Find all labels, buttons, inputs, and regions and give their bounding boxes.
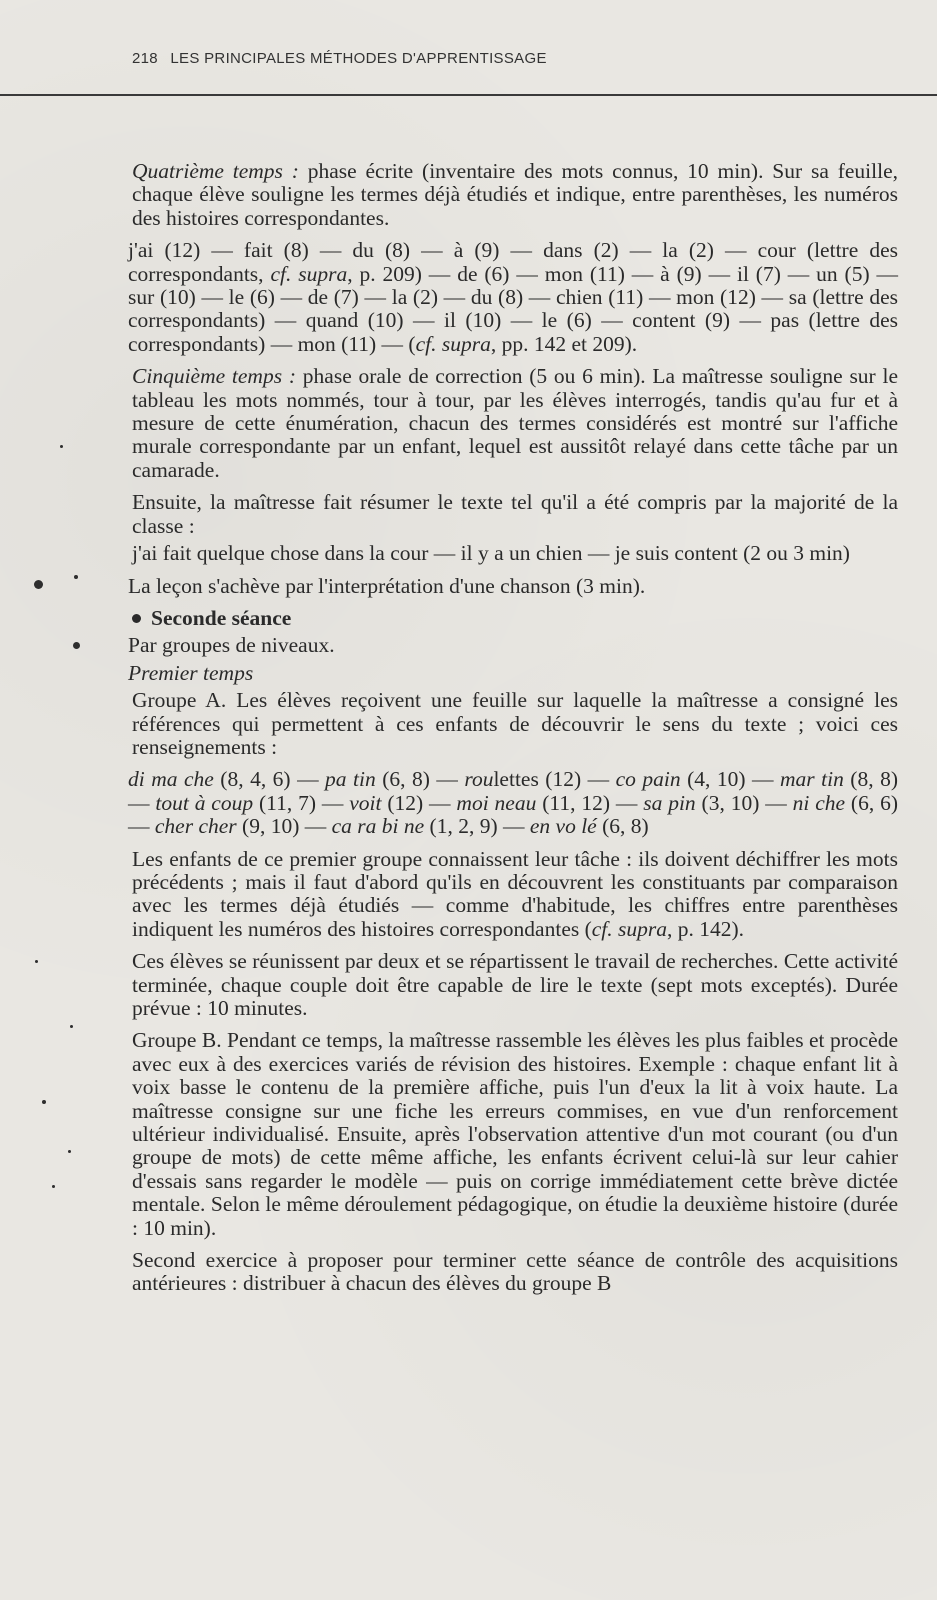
paragraph-groupe-a: Groupe A. Les élèves reçoivent une feuille sur laquelle la maîtresse a consigné les références qui permettent à ces enfants de découvrir le sens du texte ; voici ces renseignements : bbox=[132, 688, 898, 759]
cross-reference: cf. supra bbox=[591, 916, 668, 941]
inventory-text: j'ai (12) — fait (8) — du (8) — à (9) — dans (2) — la (2) — cour (lettre des correspondants, bbox=[128, 238, 898, 286]
story-refs: (6, 8) bbox=[596, 814, 649, 839]
story-refs: (8, 8) — bbox=[128, 767, 898, 815]
syllable-word: tout à coup bbox=[155, 790, 254, 815]
story-refs: (11, 7) — bbox=[253, 790, 350, 815]
syllable-word: mar tin bbox=[780, 767, 844, 792]
syllable-word: sa pin bbox=[643, 790, 696, 815]
story-refs: (11, 12) — bbox=[536, 790, 644, 815]
step-label: Cinquième temps : bbox=[132, 364, 297, 389]
step-label: Quatrième temps : bbox=[132, 159, 299, 183]
section-heading bbox=[128, 607, 898, 630]
story-refs: (12) — bbox=[381, 790, 457, 815]
syllable-word: voit bbox=[349, 790, 382, 815]
subheading-premier-temps: Premier temps bbox=[128, 660, 254, 685]
story-refs: (4, 10) — bbox=[680, 767, 780, 792]
paragraph-text: phase orale de correction (5 ou 6 min). La maîtresse souligne sur le tableau les mots nommés, tour à tour, par les élèves interrogés, tandis qu'au fur et à mesure de cette énumération, chacun des termes considérés est montré sur l'affiche murale correspondante par un enfant, lequel est aussitôt relayé dans cette tâche par un camarade. bbox=[132, 364, 898, 482]
paragraph-cinquieme-temps bbox=[132, 365, 898, 482]
syllable-word: ni che bbox=[792, 790, 846, 815]
paragraph-text: Les enfants de ce premier groupe connaissent leur tâche : ils doivent déchiffrer les mots précédents ; mais il faut d'abord qu'ils en découvrent les constituants par comparaison avec les termes déjà étudiés — comme d'habitude, les chiffres entre parenthèses indiquent les numéros des histoires correspondantes ( bbox=[132, 846, 898, 941]
page-number: 218 bbox=[132, 50, 158, 67]
paragraph-chanson: La leçon s'achève par l'interprétation d'une chanson (3 min). bbox=[128, 573, 646, 598]
running-title: LES PRINCIPALES MÉTHODES D'APPRENTISSAGE bbox=[170, 50, 547, 67]
paragraph-second-exercice: Second exercice à proposer pour terminer cette séance de contrôle des acquisitions antérieures : distribuer à chacun des élèves du groupe B bbox=[132, 1248, 898, 1296]
paragraph-text: phase écrite (inventaire des mots connus, 10 min). Sur sa feuille, chaque élève souligne les termes déjà étudiés et indique, entre parenthèses, les numéros des histoires correspondantes. bbox=[132, 159, 898, 230]
story-refs: (6, 8) — bbox=[375, 767, 465, 792]
syllable-word: pa tin bbox=[325, 767, 376, 792]
paragraph-groupes: Par groupes de niveaux. bbox=[128, 633, 335, 658]
running-header bbox=[132, 50, 547, 67]
story-refs: (8, 4, 6) — bbox=[213, 767, 326, 792]
syllable-list bbox=[128, 768, 898, 838]
paragraph-text: , p. 142). bbox=[667, 916, 745, 941]
inventory-text: , pp. 142 et 209). bbox=[490, 331, 638, 356]
cross-reference: cf. supra bbox=[270, 261, 348, 286]
syllable-word: ca ra bi ne bbox=[331, 814, 425, 839]
syllable-word: cher cher bbox=[154, 814, 237, 839]
syllable-word: rou bbox=[464, 767, 494, 792]
bullet-icon bbox=[132, 614, 141, 623]
syllable-word: moi neau bbox=[456, 790, 537, 815]
word-inventory bbox=[128, 239, 898, 356]
paragraph-enfants-groupe bbox=[132, 848, 898, 942]
syllable-word: di ma che bbox=[128, 767, 214, 792]
paragraph-resume: Ensuite, la maîtresse fait résumer le texte tel qu'il a été compris par la majorité de la classe : bbox=[132, 490, 898, 538]
paragraph-eleves-deux: Ces élèves se réunissent par deux et se répartissent le travail de recherches. Cette activité terminée, chaque couple doit être capable de lire le texte (sept mots exceptés). Durée prévue : 10 minutes. bbox=[132, 949, 898, 1020]
paragraph-groupe-b: Groupe B. Pendant ce temps, la maîtresse rassemble les élèves les plus faibles et procède avec eux à des exercices variés de révision des histoires. Exemple : chaque enfant lit à voix basse le contenu de la première affiche, puis l'un d'eux la lit à voix haute. La maîtresse consigne sur une fiche les erreurs commises, en vue d'un renforcement ultérieur individualisé. Ensuite, après l'observation attentive d'un mot courant (ou d'un groupe de mots) de cette même affiche, les enfants écrivent celui-là sur leur cahier d'essais sans regarder le modèle — puis on corrige immédiatement cette brève dictée mentale. Selon le même déroulement pédagogique, on étudie la deuxième histoire (durée : 10 min). bbox=[132, 1028, 898, 1240]
syllable-word: co pain bbox=[615, 767, 681, 792]
paragraph-quatrieme-temps bbox=[132, 160, 898, 230]
story-refs: lettes (12) — bbox=[493, 767, 616, 792]
story-refs: (9, 10) — bbox=[236, 814, 332, 839]
syllable-word: en vo lé bbox=[529, 814, 597, 839]
summary-text: j'ai fait quelque chose dans la cour — il y a un chien — je suis content (2 ou 3 min) bbox=[132, 541, 850, 566]
header-rule bbox=[0, 94, 937, 96]
story-refs: (3, 10) — bbox=[695, 790, 793, 815]
section-title: Seconde séance bbox=[151, 605, 292, 630]
inventory-text: , p. 209) — de (6) — mon (11) — à (9) — il (7) — un (5) — sur (10) — le (6) — de (7) — la (2) — du (8) — chien (11) — mon (12) — sa (lettre des correspondants) — quand (10) — il (10) — le (6) — content (9) — pas (lettre des correspondants) — mon (11) — ( bbox=[128, 261, 899, 356]
story-refs: (1, 2, 9) — bbox=[424, 814, 530, 839]
story-refs: (6, 6) — bbox=[128, 790, 898, 839]
cross-reference: cf. supra bbox=[415, 331, 491, 356]
page-body bbox=[118, 160, 898, 1305]
